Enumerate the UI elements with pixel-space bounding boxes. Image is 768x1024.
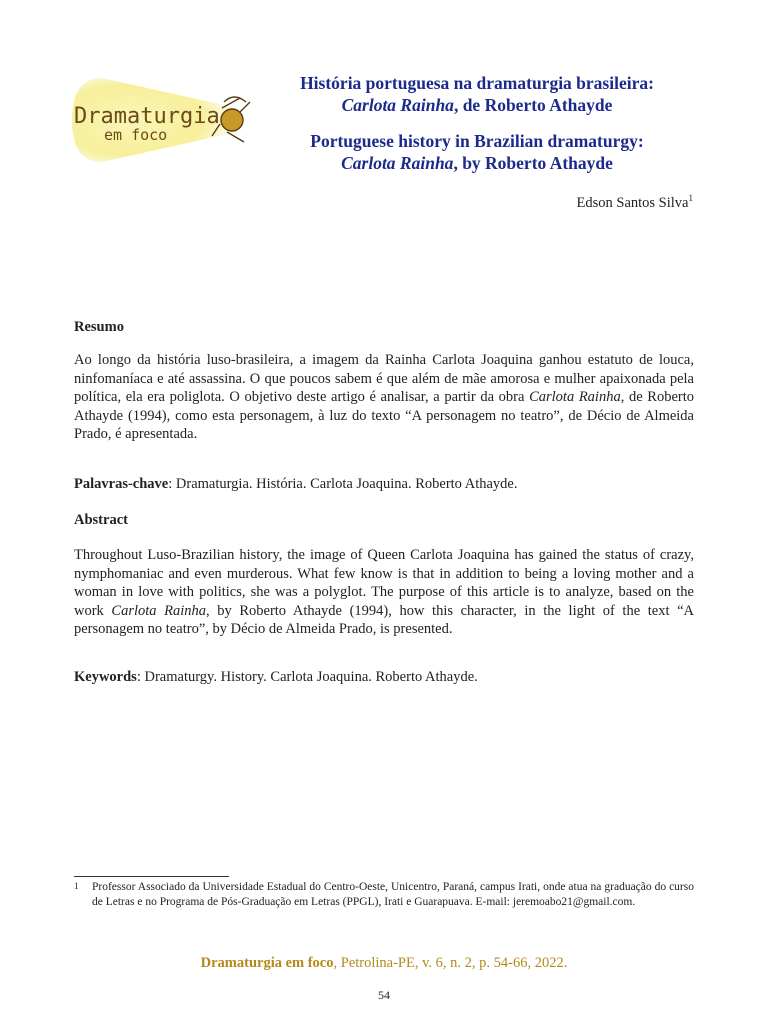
spotlight-logo-graphic	[62, 72, 262, 168]
author-line	[577, 193, 693, 212]
resumo-text-part1: Ao longo da história luso-brasileira, a imagem da Rainha Carlota Joaquina ganhou estatuto de louca, ninfomaníaca e até assassina. O que poucos sabem é que além de mãe amorosa e mulher apaixonada pela política, ela era poliglota. O objetivo deste artigo é analisar, a partir da obra	[74, 352, 694, 405]
title-pt-line2	[262, 94, 692, 116]
keywords-text: : Dramaturgy. History. Carlota Joaquina. Roberto Athayde.	[136, 669, 478, 685]
author-name: Edson Santos Silva	[576, 194, 689, 211]
journal-details: , Petrolina-PE, v. 6, n. 2, p. 54-66, 2022.	[333, 955, 568, 971]
palavras-chave-text: : Dramaturgia. História. Carlota Joaquina. Roberto Athayde.	[168, 476, 518, 492]
title-en-work: Carlota Rainha	[341, 153, 454, 173]
journal-name: Dramaturgia em foco	[200, 955, 334, 971]
footnote-separator	[74, 876, 229, 877]
logo-text-line2: em foco	[104, 126, 168, 144]
abstract-heading: Abstract	[74, 512, 128, 528]
keywords-label: Keywords	[74, 669, 137, 685]
resumo-text-work: Carlota Rainha	[529, 389, 621, 405]
logo-text-line1: Dramaturgia	[74, 104, 220, 129]
title-portuguese	[262, 72, 692, 116]
title-en-author: , by Roberto Athayde	[453, 153, 613, 173]
resumo-text-part2: , de Roberto Athayde (1994), como esta personagem, à luz do texto “A personagem no teatro”, de Décio de Almeida Prado, é apresentada.	[74, 389, 694, 442]
title-en-line2	[262, 152, 692, 174]
title-pt-line1: História portuguesa na dramaturgia brasileira:	[300, 73, 654, 93]
title-pt-author: , de Roberto Athayde	[453, 95, 613, 115]
footnote-text: Professor Associado da Universidade Estadual do Centro-Oeste, Unicentro, Paraná, campus Irati, onde atua na graduação do curso de Letras e no Programa de Pós-Graduação em Letras (PPGL), Irati e Guarapuava. E-mail: jeremoabo21@gmail.com.	[92, 881, 694, 908]
footnote-number: 1	[74, 881, 79, 891]
abstract-text-work: Carlota Rainha	[111, 602, 207, 619]
page-number: 54	[378, 988, 390, 1002]
footnote	[74, 880, 694, 910]
palavras-chave-label: Palavras-chave	[74, 476, 169, 492]
palavras-chave	[74, 475, 694, 494]
abstract-text-part1: Throughout Luso-Brazilian history, the image of Queen Carlota Joaquina has gained the status of crazy, nymphomaniac and even murderous. What few know is that in addition to being a loving mother and a woman in love with politics, she was a polyglot. The purpose of this article is to analyze, based on the work	[74, 547, 694, 619]
journal-citation	[0, 955, 768, 972]
abstract-text-part2: , by Roberto Athayde (1994), how this character, in the light of the text “A personagem no teatro”, by Décio de Almeida Prado, is presented.	[74, 602, 694, 637]
title-pt-work: Carlota Rainha	[341, 95, 454, 115]
title-en-line1: Portuguese history in Brazilian dramaturgy:	[310, 131, 644, 151]
keywords	[74, 668, 694, 687]
author-footnote-mark[interactable]: 1	[688, 193, 693, 203]
abstract-text	[74, 546, 694, 639]
journal-logo	[62, 72, 262, 168]
resumo-heading: Resumo	[74, 319, 124, 335]
title-english	[262, 130, 692, 174]
resumo-text	[74, 351, 694, 444]
